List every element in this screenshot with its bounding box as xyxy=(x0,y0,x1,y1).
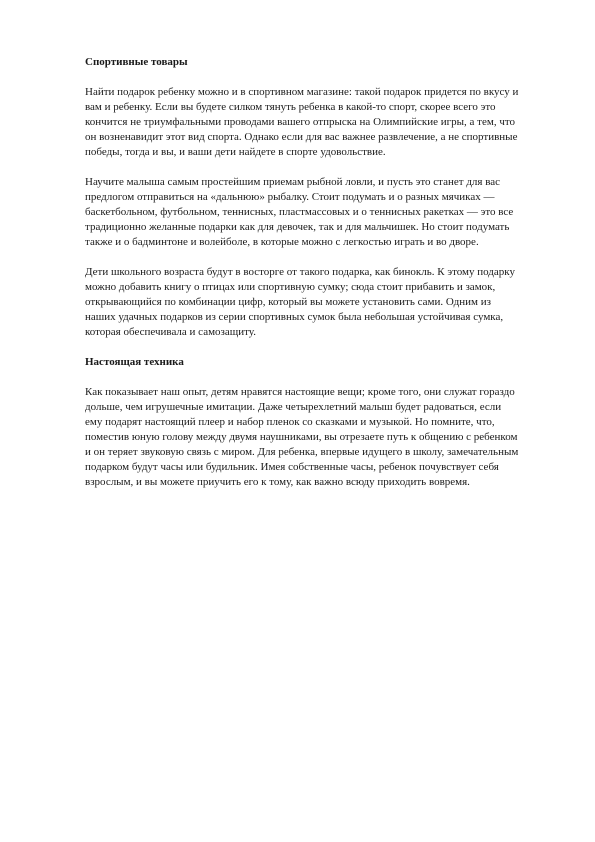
document-body xyxy=(85,55,519,505)
paragraph: Научите малыша самым простейшим приемам рыбной ловли, и пусть это станет для вас предлогом отправиться на «дальнюю» рыбалку. Стоит подумать и о разных мячиках — баскетбольном, футбольном, теннисных, пластмассовых и о теннисных ракетках — это все традиционно желанные подарки как для девочек, так и для мальчишек. Но стоит подумать также и о бадминтоне и волейболе, в которые можно с легкостью играть и во дворе. xyxy=(85,176,514,248)
paragraph: Как показывает наш опыт, детям нравятся настоящие вещи; кроме того, они служат гораздо дольше, чем игрушечные имитации. Даже четырехлетний малыш будет радоваться, если ему подарят настоящий плеер и набор пленок со сказками и музыкой. Но помните, что, поместив юную голову между двумя наушниками, вы отрезаете путь к общению с ребенком и он теряет звуковую связь с миром. Для ребенка, впервые идущего в школу, замечательным подарком будут часы или будильник. Имея собственные часы, ребенок почувствует себя взрослым, и вы можете приучить его к тому, как важно всюду приходить вовремя. xyxy=(85,386,519,488)
paragraph: Дети школьного возраста будут в восторге от такого подарка, как бинокль. К этому подарку можно добавить книгу о птицах или спортивную сумку; сюда стоит прибавить и замок, открывающийся по комбинации цифр, который вы можете установить сами. Одним из наших удачных подарков из серии спортивных сумок была небольшая устойчивая сумка, которая обеспечивала и самозащиту. xyxy=(85,266,515,338)
section-heading-real-technology: Настоящая техника xyxy=(85,356,184,368)
section-heading-sports-goods: Спортивные товары xyxy=(85,56,188,68)
paragraph: Найти подарок ребенку можно и в спортивном магазине: такой подарок придется по вкусу и вам и ребенку. Если вы будете силком тянуть ребенка в какой-то спорт, скорее всего это кончится не триумфальными проводами вашего отпрыска на Олимпийские игры, а тем, что он возненавидит этот вид спорта. Однако если для вас важнее развлечение, а не спортивные победы, тогда и вы, и ваши дети найдете в спорте удовольствие. xyxy=(85,86,519,158)
